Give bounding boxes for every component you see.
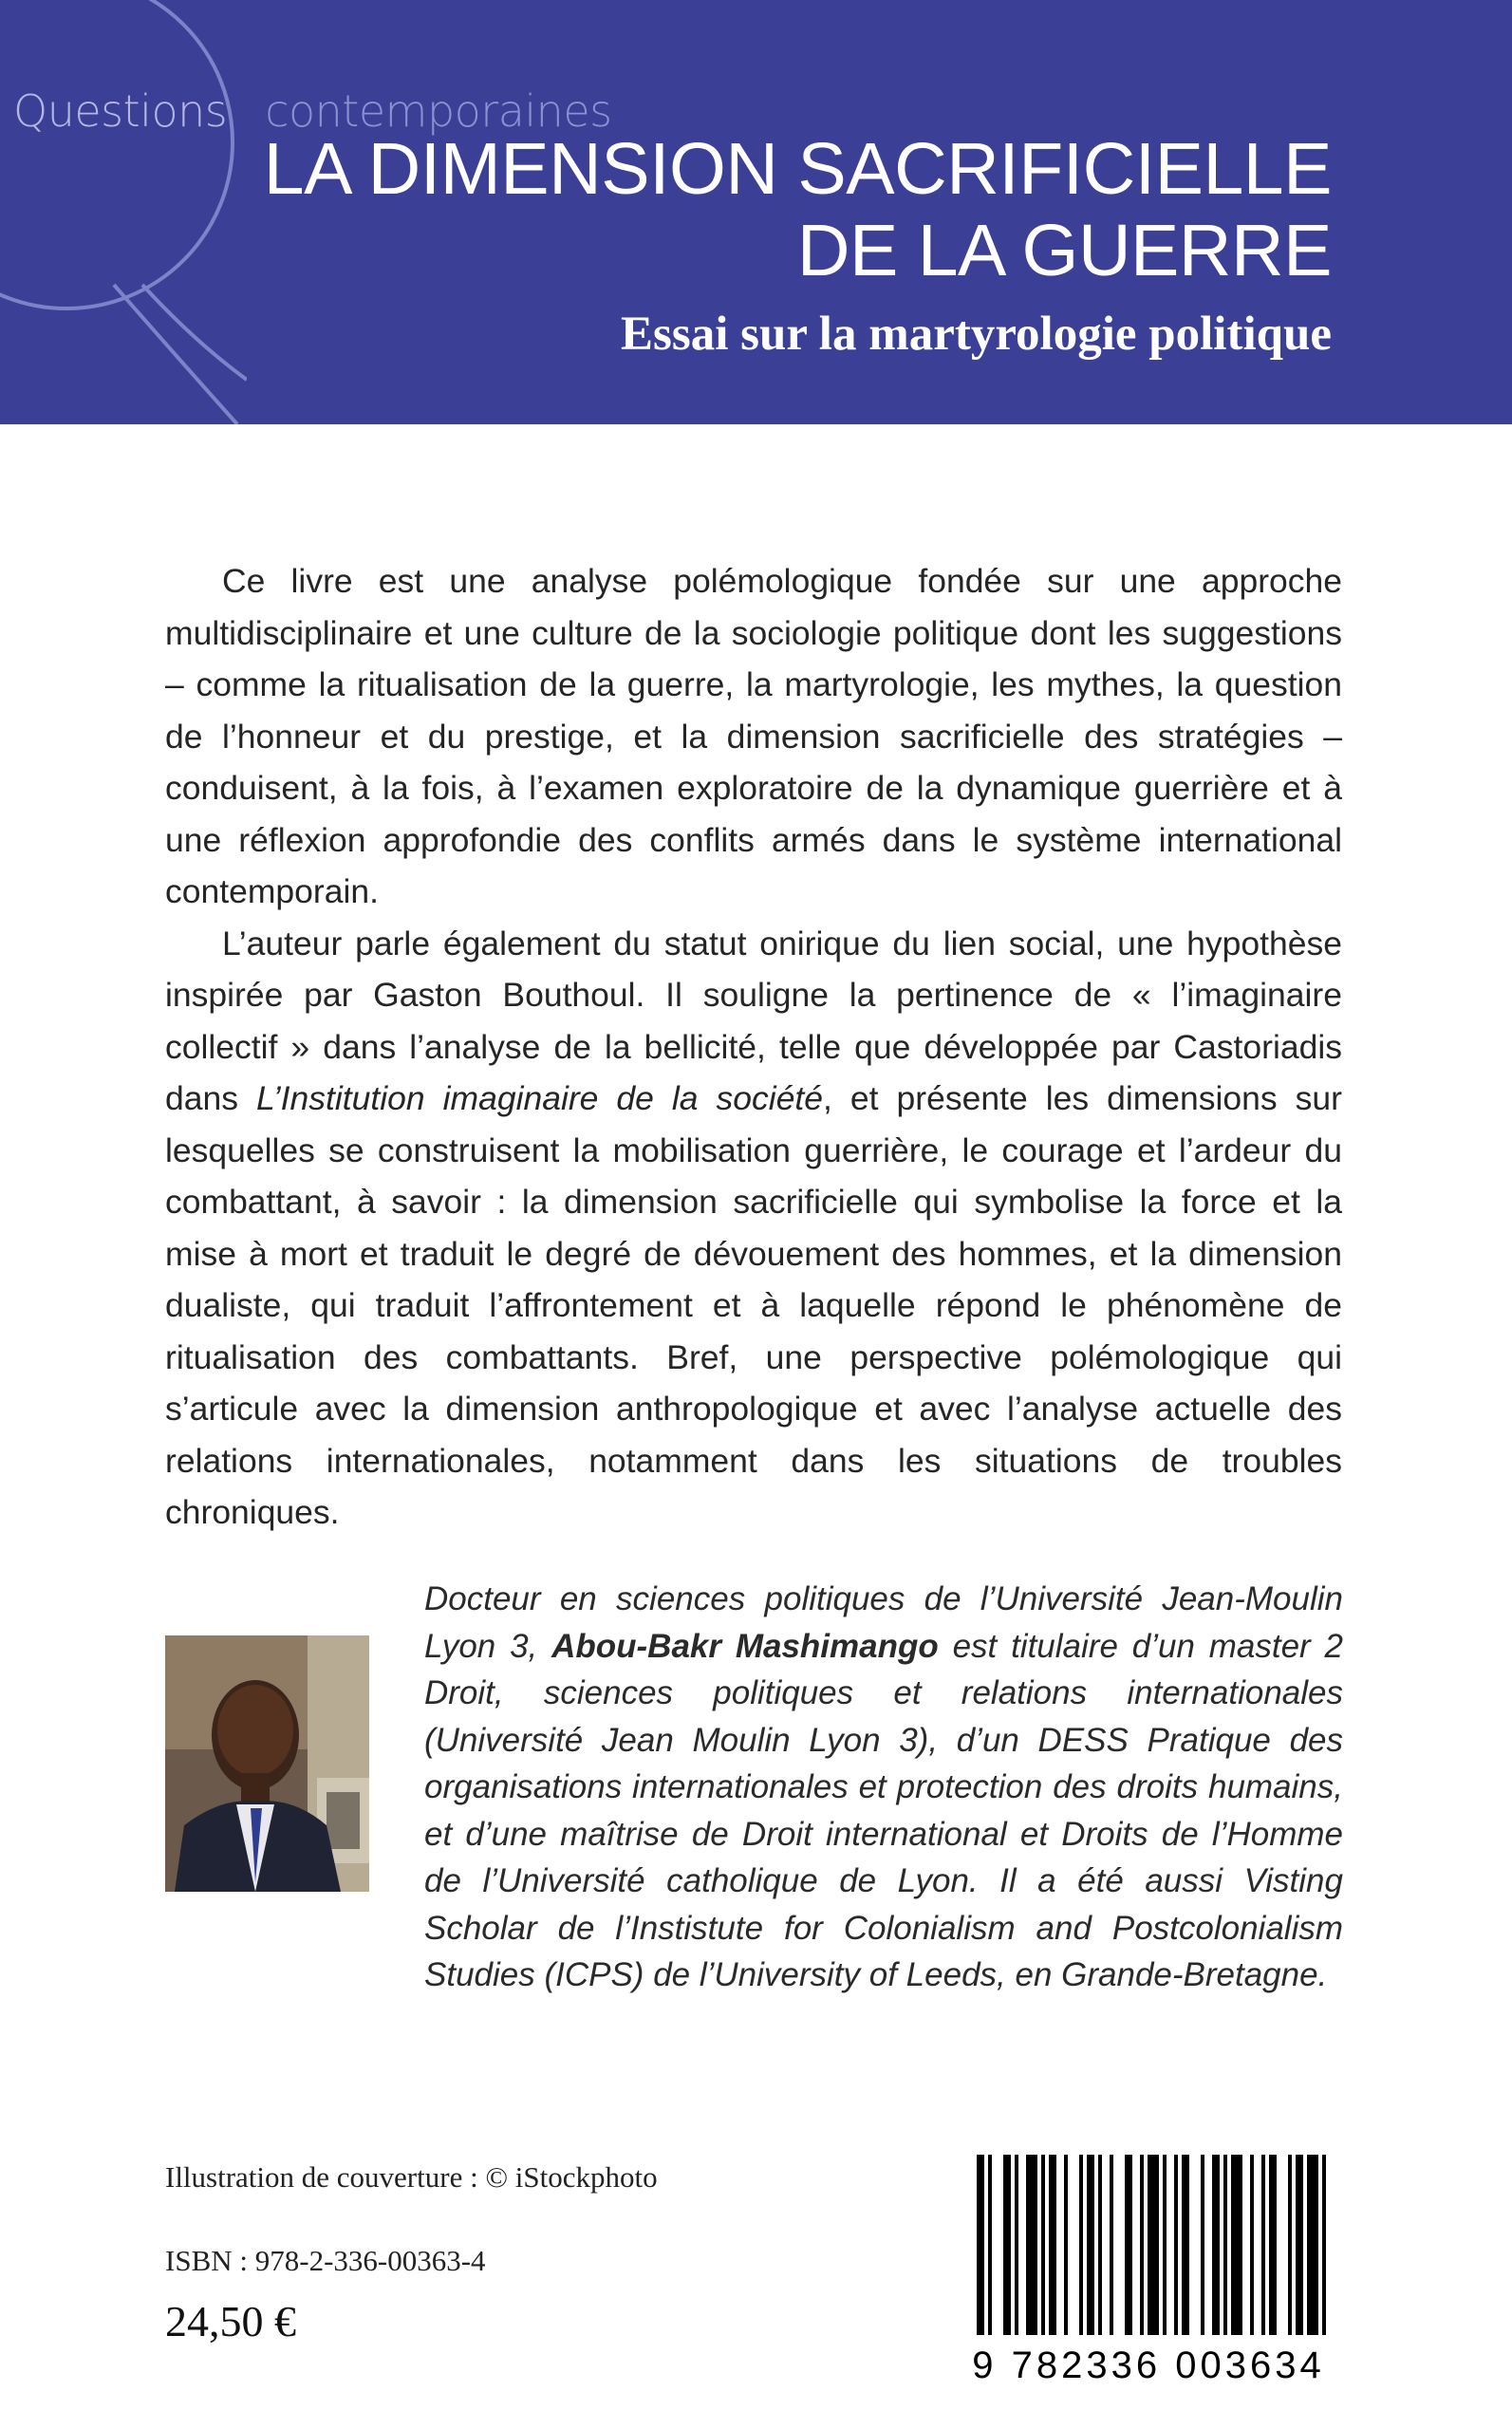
blurb-p2-text-a: L’auteur parle également du statut onirique du lien social, une hypothèse inspirée par Gaston Bouthoul. Il souligne la pertinence de « l’imaginaire collectif » dans l’analyse de la bellicité, telle que développée par Castoriadis dans [165, 924, 1342, 1117]
author-bio [424, 1576, 1343, 1999]
title-line-2: DE LA GUERRE [796, 210, 1332, 291]
blurb-paragraph-2 [165, 918, 1342, 1539]
bio-text-a: Docteur en sciences politiques de l’Université Jean-Moulin Lyon 3, [424, 1580, 1343, 1665]
blurb-p2-text-b: , et présente les dimensions sur lesquelles se construisent la mobilisation guerrière, le courage et l’ardeur du combattant, à savoir : la dimension sacrificielle qui symbolise la force et la mise à mort et traduit le degré de dévouement des hommes, et la dimension dualiste, qui traduit l’affrontement et à laquelle répond le phénomène de ritualisation des combattants. Bref, une perspective polémologique qui s’articule avec la dimension anthropologique et avec l’analyse actuelle des relations internationales, notamment dans les situations de troubles chroniques. [165, 1079, 1342, 1531]
author-bio-text [424, 1576, 1343, 1999]
illustration-credit: Illustration de couverture : © iStockphoto [165, 2160, 658, 2194]
author-name: Abou-Bakr Mashimango [551, 1627, 939, 1665]
series-q-logo [0, 0, 247, 424]
bio-text-b: est titulaire d’un master 2 Droit, sciences politiques et relations internationales (Université Jean Moulin Lyon 3), d’un DESS Pratique des organisations internationales et protection des droits humains, et d’une maîtrise de Droit international et Droits de l’Homme de l’Université catholique de Lyon. Il a été aussi Visting Scholar de l’Instistute for Colonialism and Postcolonialism Studies (ICPS) de l’University of Leeds, en Grande-Bretagne. [424, 1627, 1343, 1993]
title-line-1: LA DIMENSION SACRIFICIELLE [263, 128, 1332, 210]
price: 24,50 € [165, 2297, 296, 2345]
barcode [954, 2155, 1343, 2387]
series-word-questions: Questions [13, 85, 228, 137]
author-photo [165, 1635, 369, 1892]
book-subtitle: Essai sur la martyrologie politique [621, 308, 1332, 361]
barcode-bars [954, 2155, 1343, 2345]
book-blurb [165, 555, 1342, 1539]
barcode-digits: 9 782336 003634 [972, 2345, 1325, 2386]
cover-header [0, 0, 1512, 424]
blurb-p2-book-title: L’Institution imaginaire de la société [256, 1079, 824, 1117]
blurb-paragraph-1: Ce livre est une analyse polémologique fondée sur une approche multidisciplinaire et une culture de la sociologie politique dont les suggestions – comme la ritualisation de la guerre, la martyrologie, les mythes, la question de l’honneur et du prestige, et la dimension sacrificielle des stratégies – conduisent, à la fois, à l’examen exploratoire de la dynamique guerrière et à une réflexion approfondie des conflits armés dans le système international contemporain. [165, 562, 1342, 910]
book-title [264, 128, 1332, 291]
isbn-number: ISBN : 978-2-336-00363-4 [165, 2244, 486, 2277]
series-word-contemporaines: contemporaines [265, 85, 612, 137]
